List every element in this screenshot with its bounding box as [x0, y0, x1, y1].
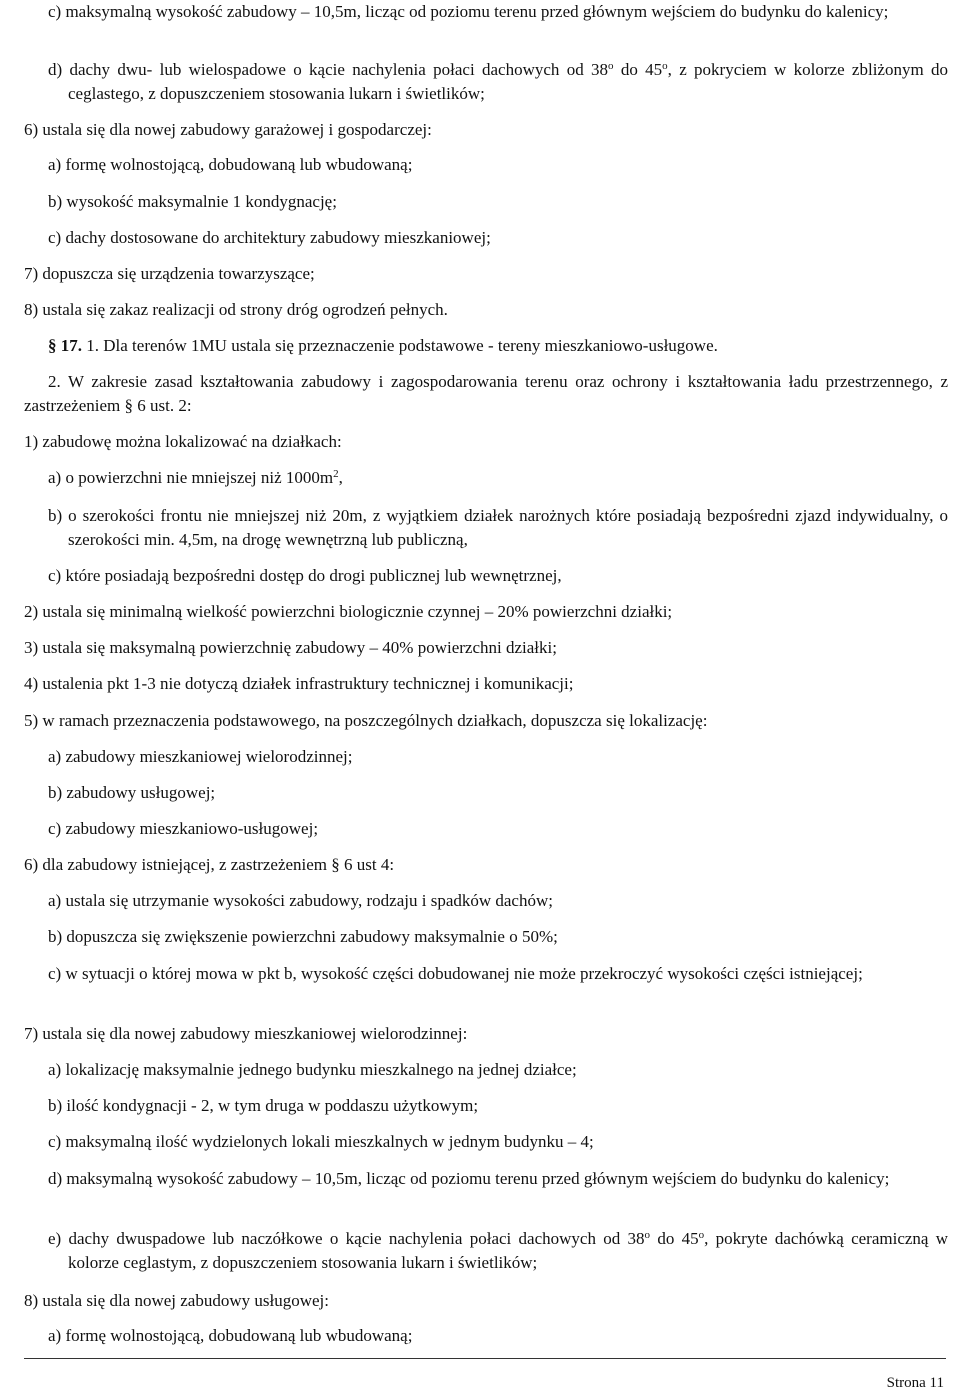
- text: c) dachy dostosowane do architektury zabudowy mieszkaniowej;: [48, 228, 491, 247]
- text: 6) dla zabudowy istniejącej, z zastrzeżeniem § 6 ust 4:: [24, 855, 395, 874]
- text: 3) ustala się maksymalną powierzchnię zabudowy – 40% powierzchni działki;: [24, 638, 557, 657]
- section-17-paragraph-2: [24, 370, 948, 418]
- text: a) lokalizację maksymalnie jednego budynku mieszkalnego na jednej działce;: [48, 1060, 577, 1079]
- list-item-6-existing: [24, 853, 944, 877]
- text: 7) dopuszcza się urządzenia towarzyszące;: [24, 264, 315, 283]
- text: do 45: [650, 1229, 699, 1248]
- list-item-c-max-height: [48, 0, 948, 24]
- degree-superscript: o: [608, 60, 614, 72]
- text: do 45: [613, 60, 663, 79]
- text: b) o szerokości frontu nie mniejszej niż 20m, z wyjątkiem działek narożnych które posiadają bezpośredni zjazd indywidualny, o szerokości min. 4,5m, na drogę wewnętrzną lub publiczną,: [48, 506, 948, 549]
- text: 1) zabudowę można lokalizować na działkach:: [24, 432, 342, 451]
- text: c) w sytuacji o której mowa w pkt b, wysokość części dobudowanej nie może przekroczyć wysokości części istniejącej;: [48, 964, 863, 983]
- text: 8) ustala się dla nowej zabudowy usługowej:: [24, 1291, 329, 1310]
- text: b) wysokość maksymalnie 1 kondygnację;: [48, 192, 337, 211]
- degree-superscript: o: [698, 1229, 705, 1241]
- text: e) dachy dwuspadowe lub naczółkowe o kącie nachylenia połaci dachowych od 38: [48, 1229, 645, 1248]
- text: 8) ustala się zakaz realizacji od strony dróg ogrodzeń pełnych.: [24, 300, 448, 319]
- text: d) maksymalną wysokość zabudowy – 10,5m, licząc od poziomu terenu przed głównym wejściem do budynku do kalenicy;: [48, 1169, 890, 1188]
- text: c) maksymalną ilość wydzielonych lokali mieszkalnych w jednym budynku – 4;: [48, 1132, 594, 1151]
- text: 5) w ramach przeznaczenia podstawowego, na poszczególnych działkach, dopuszcza się lokalizację:: [24, 711, 708, 730]
- text: 2) ustala się minimalną wielkość powierzchni biologicznie czynnej – 20% powierzchni działki;: [24, 602, 673, 621]
- degree-superscript: o: [662, 60, 668, 72]
- text: 7) ustala się dla nowej zabudowy mieszkaniowej wielorodzinnej:: [24, 1024, 468, 1043]
- footer-divider: [24, 1358, 946, 1359]
- list-item-5c: [48, 817, 948, 841]
- list-item-7d: [48, 1167, 948, 1191]
- text: a) zabudowy mieszkaniowej wielorodzinnej;: [48, 747, 353, 766]
- list-item-4: [24, 672, 944, 696]
- list-item-6b-existing: [48, 925, 948, 949]
- list-item-3: [24, 636, 944, 660]
- text: c) maksymalną wysokość zabudowy – 10,5m, licząc od poziomu terenu przed głównym wejściem do budynku do kalenicy;: [48, 2, 889, 21]
- list-item-1b: [48, 504, 948, 552]
- text: , pokryte dachówką ceramiczną w kolorze ceglastym, z dopuszczeniem stosowania lukarn i świetlików;: [68, 1229, 949, 1272]
- list-item-5: [24, 709, 944, 733]
- text: a) ustala się utrzymanie wysokości zabudowy, rodzaju i spadków dachów;: [48, 891, 553, 910]
- text: c) które posiadają bezpośredni dostęp do drogi publicznej lub wewnętrznej,: [48, 566, 562, 585]
- list-item-1a: [48, 466, 948, 490]
- list-item-6c-existing: [48, 962, 948, 986]
- list-item-6a-existing: [48, 889, 948, 913]
- list-item-8-services: [24, 1289, 944, 1313]
- list-item-6-garage: [24, 118, 944, 142]
- text: , z pokryciem w kolorze zbliżonym do ceglastego, z dopuszczeniem stosowania lukarn i świetlików;: [68, 60, 949, 103]
- list-item-7b: [48, 1094, 948, 1118]
- list-item-7-multifamily: [24, 1022, 944, 1046]
- text: b) dopuszcza się zwiększenie powierzchni zabudowy maksymalnie o 50%;: [48, 927, 558, 946]
- list-item-6c: [48, 226, 948, 250]
- square-superscript: 2: [333, 468, 339, 480]
- degree-superscript: o: [644, 1229, 651, 1241]
- text: ,: [338, 468, 343, 487]
- text: a) formę wolnostojącą, dobudowaną lub wbudowaną;: [48, 1326, 413, 1345]
- list-item-5b: [48, 781, 948, 805]
- list-item-d-roofs: [48, 58, 948, 106]
- text: 2. W zakresie zasad kształtowania zabudowy i zagospodarowania terenu oraz ochrony i kształtowania ładu przestrzennego, z zastrzeżeniem § 6 ust. 2:: [24, 372, 948, 415]
- text: 4) ustalenia pkt 1-3 nie dotyczą działek infrastruktury technicznej i komunikacji;: [24, 674, 574, 693]
- text: a) o powierzchni nie mniejszej niż 1000m: [48, 468, 334, 487]
- list-item-5a: [48, 745, 948, 769]
- page-number: Strona 11: [886, 1375, 944, 1391]
- list-item-6a: [48, 153, 948, 177]
- list-item-6b: [48, 190, 948, 214]
- text: b) ilość kondygnacji - 2, w tym druga w poddaszu użytkowym;: [48, 1096, 479, 1115]
- list-item-1c: [48, 564, 948, 588]
- text: 6) ustala się dla nowej zabudowy garażowej i gospodarczej:: [24, 120, 432, 139]
- list-item-7: [24, 262, 944, 286]
- text: b) zabudowy usługowej;: [48, 783, 216, 802]
- list-item-7a: [48, 1058, 948, 1082]
- text: 1. Dla terenów 1MU ustala się przeznaczenie podstawowe - tereny mieszkaniowo-usługowe.: [82, 336, 718, 355]
- list-item-7c: [48, 1130, 948, 1154]
- section-17-paragraph-1: [48, 334, 948, 358]
- list-item-8: [24, 298, 944, 322]
- list-item-7e: [48, 1227, 948, 1275]
- list-item-2: [24, 600, 944, 624]
- list-item-8a: [48, 1324, 948, 1348]
- text: a) formę wolnostojącą, dobudowaną lub wbudowaną;: [48, 155, 413, 174]
- text: c) zabudowy mieszkaniowo-usługowej;: [48, 819, 319, 838]
- text: d) dachy dwu- lub wielospadowe o kącie nachylenia połaci dachowych od 38: [48, 60, 609, 79]
- list-item-1-plots: [24, 430, 944, 454]
- section-number: § 17.: [48, 336, 82, 355]
